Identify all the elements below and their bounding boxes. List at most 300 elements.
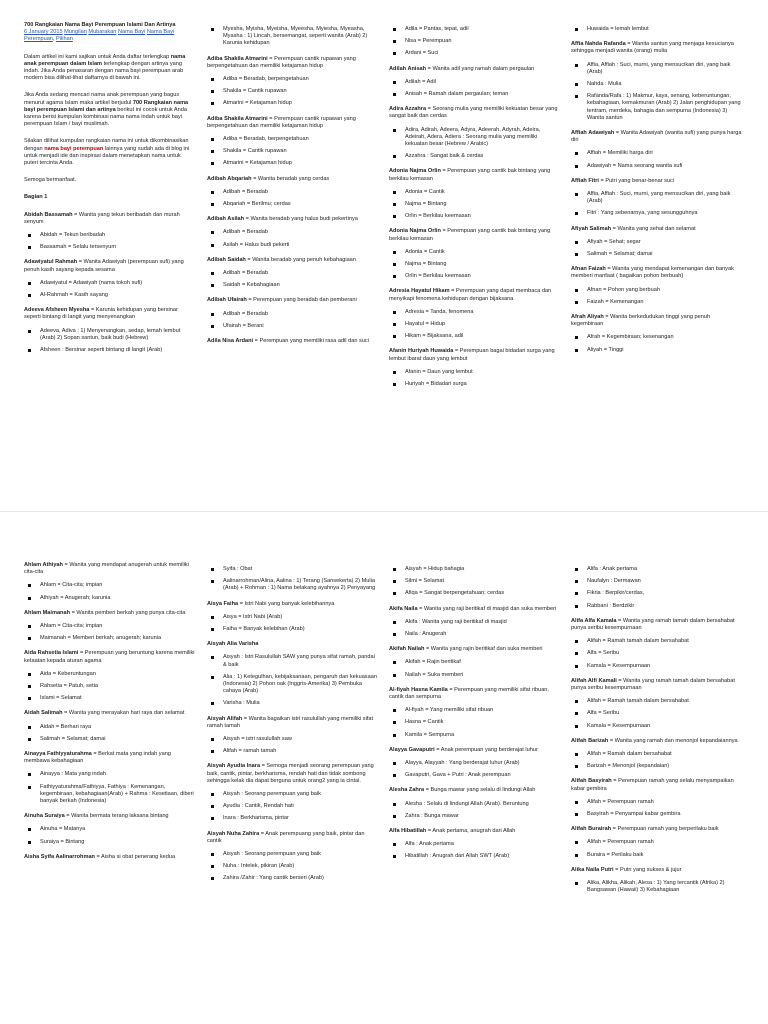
meaning-item: Ahlam = Cita-cita; impian bbox=[24, 582, 196, 589]
meaning-item: Nisa = Perempuan bbox=[389, 38, 561, 45]
meaning-list bbox=[389, 619, 561, 638]
meaning-item: Afnan = Pohon yang berbuah bbox=[571, 287, 743, 294]
tag-link[interactable]: Nama Bayi bbox=[117, 29, 146, 36]
meaning-item: Alesha : Selalu di lindungi Allah (Arab). Beruntung bbox=[389, 801, 561, 808]
meaning-list bbox=[571, 799, 743, 818]
meaning-item: Aalinarrohman/Alina, Aalina : 1) Terang (Sansekerta) 2) Mulia (Arab) + Rohman : 1) Nama belakang ayahnya 2) Penyayang bbox=[207, 578, 379, 592]
meaning-item: Adawiyah = Nama seorang wanita sufi bbox=[571, 163, 743, 170]
text: terlengkap dengan artinya yang indah. Jika Anda penasaran dengan nama bayi perempuan arab modern bisa dilihat-lihat daftarnya di bawah ini. bbox=[24, 60, 184, 82]
name-meaning: = Perempuan yang beradab dan pemberani bbox=[246, 297, 357, 304]
column-3 bbox=[389, 22, 561, 396]
name-entry-heading bbox=[207, 56, 379, 70]
text: lainnya yang sudah ada di blog ini untuk menjadi ide dan inspirasi dalam menetapkan nama untuk puteri tercinta Anda. bbox=[24, 145, 190, 167]
meaning-list bbox=[389, 309, 561, 341]
meaning-item: Affia, Affiah : Suci, murni, yang mensucikan diri, yang baik (Arab) bbox=[571, 191, 743, 205]
meaning-item: Aidah = Berhari raya bbox=[24, 724, 196, 731]
name-meaning: = Perempuan yang memiliki sifat ribuan, cantik dan sempurna bbox=[389, 686, 549, 701]
name-entry-heading bbox=[571, 826, 743, 833]
meaning-item: Afanin = Daun yang lembut bbox=[389, 369, 561, 376]
name-entry-heading bbox=[389, 828, 561, 835]
name-entry-heading bbox=[207, 601, 379, 608]
name-meaning: = Wanita santun yang menjaga kesucianya sehingga menjadi wanita (orang) mulia bbox=[571, 41, 734, 55]
column-4 bbox=[571, 562, 743, 902]
meaning-item: Buraira = Perilaku baik bbox=[571, 852, 743, 859]
meaning-item: Affiah = Memiliki harga diri bbox=[571, 150, 743, 157]
name-meaning: = Wanita bagaikan istri rasulullah yang memiliki sifat ramah tamah bbox=[207, 715, 374, 729]
name-meaning: = Wanita beradab yang halus budi pekertinya bbox=[244, 216, 358, 223]
name-entry-heading bbox=[24, 813, 196, 820]
name-title: Ahlam Athiyah bbox=[24, 562, 63, 568]
name-meaning: = Anak perempuan yang berderajat luhur bbox=[434, 746, 538, 753]
meaning-item: Kamala = Kesempurnaan bbox=[571, 663, 743, 670]
meaning-item: Varisha : Mulia bbox=[207, 700, 379, 707]
name-title: Adonia Najma Orlin bbox=[389, 228, 441, 235]
meaning-list bbox=[207, 311, 379, 330]
date-link[interactable]: 6 January 2015 bbox=[24, 29, 63, 36]
meaning-list bbox=[571, 566, 743, 610]
name-entry-heading bbox=[571, 130, 743, 144]
meaning-item: Syifa : Obat bbox=[207, 566, 379, 573]
name-meaning: = Wanita yang sehat dan selamat bbox=[611, 225, 696, 232]
meaning-list bbox=[389, 369, 561, 388]
name-meaning: = Bunga mawar yang selalu di lindungi Allah bbox=[424, 787, 536, 794]
meaning-item: Najma = Bintang bbox=[389, 261, 561, 268]
name-title: Adiba Shakila Atmarini bbox=[207, 55, 268, 62]
meaning-list bbox=[389, 659, 561, 678]
name-meaning: = Putri yang sukses & jujur bbox=[613, 866, 682, 873]
name-meaning: = Wanita yang ramah tamah dalam bersahabat punya seribu kesempurnaan bbox=[571, 617, 735, 632]
name-meaning: = Wanita beradab yang cerdas bbox=[251, 175, 330, 182]
name-meaning: = Perempuan cantik rupawan yang berpengetahuan dan memiliki ketajaman hidup bbox=[207, 115, 356, 129]
name-title: Adiba Shakila Atmarini bbox=[207, 115, 268, 122]
meaning-item: Al-fiyah = Yang memiliki sifat ribuan bbox=[389, 707, 561, 714]
name-entry-heading bbox=[207, 216, 379, 223]
meaning-item: Abqariah = Berilmu; cerdas bbox=[207, 201, 379, 208]
meaning-item: Adonia = Cantik bbox=[389, 249, 561, 256]
name-meaning: = Istri Nabi yang banyak kelebihannya bbox=[238, 600, 335, 607]
meaning-item: Alika, Alikha, Alikah, Alesa : 1) Yang tercantik (Afrika) 2) Bangsawan (Hawaii) 3) Kebahagiaan bbox=[571, 880, 743, 894]
meaning-item: Ahlam = Cita-cita; impian bbox=[24, 623, 196, 630]
meaning-item: Adawiyatul = Adawiyah (nama tokoh sufi) bbox=[24, 280, 196, 287]
name-entry-heading bbox=[389, 606, 561, 613]
meaning-item: Adeeva, Adiva : 1) Menyenangkan, sedap, lemah lembut (Arab) 2) Sopan santun, baik budi (Hebrew) bbox=[24, 328, 196, 342]
meaning-item: Affia, Affiah : Suci, murni, yang mensucikan diri, yang baik (Arab) bbox=[571, 62, 743, 76]
intro-paragraph-4: Semoga bermanfaat. bbox=[24, 177, 77, 184]
name-entry-heading bbox=[389, 168, 561, 182]
name-meaning: = Wanita adil yang ramah dalam pergaulan bbox=[426, 65, 535, 72]
meaning-item: Fitri : Yang sebenarnya, yang sesungguhnya bbox=[571, 210, 743, 217]
name-entry-heading bbox=[389, 348, 561, 362]
meaning-item: Alifah = Ramah tamah dalam bersahabat bbox=[571, 698, 743, 705]
name-title: Afnan Faizah bbox=[571, 266, 606, 273]
meaning-item: Afiyah = Sehat; segar bbox=[571, 239, 743, 246]
meaning-item: Adresia = Tanda, fenomena bbox=[389, 309, 561, 316]
meaning-item: Faizah = Kemenangan bbox=[571, 299, 743, 306]
meaning-item: Alfa = Seribu bbox=[571, 650, 743, 657]
name-entry-heading bbox=[207, 297, 379, 304]
name-meaning: = Anak pertama, anugrah dari Allah bbox=[426, 828, 516, 835]
name-entry-heading bbox=[389, 747, 561, 754]
name-entry-heading bbox=[207, 176, 379, 183]
name-entry-heading bbox=[24, 307, 196, 321]
name-entry-heading bbox=[389, 687, 561, 701]
meaning-item: Aisyah : Seorang perempuan yang baik bbox=[207, 851, 379, 858]
name-title: Adibah Saidah bbox=[207, 256, 246, 263]
name-meaning: = Karunia kehidupan yang bersinar seperti bintang di langit yang menyenangkan bbox=[24, 307, 178, 321]
column-1 bbox=[24, 22, 196, 362]
name-meaning: = Semoga menjadi seorang perempuan yang baik, cantik, pintar, berkharisma, rendah hati dan tidak sombong sehingga kelak dia dapat berguna untuk orang2 yang ia cintai. bbox=[207, 763, 374, 784]
meaning-item: Orlin = Berkilau keemasan bbox=[389, 213, 561, 220]
meaning-item: Nailah = Suka memberi bbox=[389, 672, 561, 679]
meaning-item: Inara : Berkharisma, pintar bbox=[207, 815, 379, 822]
name-title: Adilah Anisah bbox=[389, 65, 427, 72]
name-title: Alesha Zahra bbox=[389, 787, 425, 794]
meaning-item: Asilah = Halus budi pekerti bbox=[207, 242, 379, 249]
name-title: Aisya Faiha bbox=[207, 600, 239, 607]
name-title: Akifa Naila bbox=[389, 605, 418, 612]
meaning-list bbox=[207, 26, 379, 48]
meaning-item: Adira, Adirah, Adeera, Adyra, Adeerah, Adyrah, Adeira, Adeirah, Adera, Adiera : Seorang mulia yang memiliki kekuatan besar (Hebrew / Arabic) bbox=[389, 127, 561, 149]
name-title: Adibah Asilah bbox=[207, 216, 245, 223]
name-title: Alifah Basyirah bbox=[571, 778, 612, 785]
name-title: Abidah Bassamah bbox=[24, 211, 73, 218]
meaning-list bbox=[207, 654, 379, 707]
meaning-list bbox=[207, 136, 379, 168]
name-meaning: = Wanita yang mendapat kemenangan dan banyak memberi manfaat ( bagaikan pohon berbuah) bbox=[571, 266, 734, 280]
name-title: Al-fiyah Hasna Kamila bbox=[389, 686, 448, 693]
meaning-list bbox=[571, 751, 743, 770]
column-2 bbox=[207, 22, 379, 351]
meaning-list bbox=[571, 880, 743, 894]
name-meaning: = Perempuan yang cantik bak bintang yang berkilau kemasan bbox=[389, 168, 551, 182]
name-title: Afanin Huriyah Huwaida bbox=[389, 348, 454, 355]
meaning-list bbox=[389, 707, 561, 739]
text: Dalam artikel ini kami sajikan untuk Anda daftar terlengkap bbox=[24, 53, 171, 60]
name-meaning: = Wanita yang mendapat anugerah untuk memiliki cita-cita bbox=[24, 562, 189, 576]
meaning-item: Abidah = Tekun beribadah bbox=[24, 232, 196, 239]
name-meaning: = Wanita Adawiyah (wanita sufi) yang punya harga diri bbox=[571, 130, 742, 144]
meaning-item: Alifa : Anak pertama bbox=[571, 566, 743, 573]
meaning-item: Maimanah = Memberi berkah; anugerah; karunia bbox=[24, 635, 196, 642]
name-title: Alifa Alfa Kamala bbox=[571, 617, 617, 624]
name-entry-heading bbox=[571, 618, 743, 632]
text: Jika Anda sedang mencari nama anak perempuan yang bagus menurut agama Islam maka artikel berjudul bbox=[24, 92, 180, 106]
meaning-item: Rabbani : Berdzikir bbox=[571, 603, 743, 610]
name-entry-heading bbox=[207, 831, 379, 845]
meaning-item: Rafanda/Rafa : 1) Makmur, kaya, senang, keberuntungan, kebahagiaan, kemakmuran (Arab) 2) Jalan penghidupan yang tentram, merdeka, bahagia dan sempurna (Indonesia) 3) Wanita santun bbox=[571, 93, 743, 122]
meaning-item: Shakila = Cantik rupawan bbox=[207, 88, 379, 95]
name-meaning: = Aisha si obat penerang kedua bbox=[94, 853, 176, 860]
meaning-item: Afrah = Kegembiraan; kesenangan bbox=[571, 334, 743, 341]
meaning-item: Alifah = Perempuan ramah bbox=[571, 799, 743, 806]
name-entry-heading bbox=[207, 338, 379, 345]
name-entry-heading bbox=[24, 610, 196, 617]
name-meaning: = Perempuan ramah yang berperilaku baik bbox=[611, 826, 719, 833]
highlighted-link-text[interactable]: nama bayi perempuan bbox=[44, 145, 104, 152]
meaning-item: Hibatillah : Anugrah dari Allah SWT (Arab) bbox=[389, 853, 561, 860]
meaning-item: Afsheen : Bersinar seperti bintang di langit (Arab) bbox=[24, 347, 196, 354]
meaning-item: Huwaida = lemah lembut bbox=[571, 26, 743, 33]
name-title: Aisyah Alia Varisha bbox=[207, 641, 259, 648]
meaning-list bbox=[24, 232, 196, 251]
meaning-item: Aisyah = istri rasulullah saw bbox=[207, 736, 379, 743]
meaning-list bbox=[571, 287, 743, 306]
header: 700 Rangkaian Nama Bayi Perempuan Islami Dan Artinya 6 January 2015 Mungilan Mubarakan Nama Bayi Nama Bayi Perempuan, Pilihan bbox=[24, 22, 176, 43]
name-entry-heading bbox=[207, 641, 379, 648]
tag-link[interactable]: Mungilan bbox=[64, 29, 87, 36]
name-entry-heading bbox=[571, 41, 743, 55]
name-title: Alifah Burairah bbox=[571, 826, 612, 833]
name-meaning: = Perempuan yang beruntung karena memiliki ketaatan kepada aturan agama bbox=[24, 650, 195, 664]
meaning-item: Nahda : Mulia bbox=[571, 81, 743, 88]
tag-link[interactable]: Nama Bayi Perempuan bbox=[24, 29, 175, 43]
name-title: Alika Naila Putri bbox=[571, 866, 614, 873]
emphasis-text: nama anak perempuan dalam Islam bbox=[24, 53, 186, 67]
meaning-item: Adonia = Cantik bbox=[389, 189, 561, 196]
meaning-item: Adilah = Adil bbox=[389, 79, 561, 86]
name-meaning: = Wanita yang rajin beritikaf dan suka memberi bbox=[424, 646, 543, 653]
meaning-item: Alifah = Ramah tamah dalam bersahabat bbox=[571, 638, 743, 645]
meaning-item: Orlin = Berkilau keemasan bbox=[389, 273, 561, 280]
meaning-list bbox=[207, 270, 379, 289]
name-entry-heading bbox=[389, 66, 561, 73]
tag-link[interactable]: Mubarakan bbox=[88, 29, 117, 36]
meaning-item: Islami = Selamat bbox=[24, 695, 196, 702]
name-title: Affiah Adawiyah bbox=[571, 130, 615, 137]
meaning-item: Salimah = Selamat; damai bbox=[571, 251, 743, 258]
meaning-item: Huriyah = Bidadari surga bbox=[389, 381, 561, 388]
name-meaning: = Wanita beradab yang penuh kebahagiaan bbox=[245, 256, 356, 263]
name-meaning: = Perempuan yang cantik bak bintang yang berkilau kemasan bbox=[389, 228, 551, 242]
meaning-item: Najma = Bintang bbox=[389, 201, 561, 208]
name-title: Adibah Ufairah bbox=[207, 297, 247, 304]
meaning-item: Hasna = Cantik bbox=[389, 719, 561, 726]
meaning-item: Adibah = Beradab bbox=[207, 270, 379, 277]
meaning-item: Alifah = Perempuan ramah bbox=[571, 839, 743, 846]
name-entry-heading bbox=[571, 678, 743, 692]
name-title: Ahlam Maimanah bbox=[24, 609, 71, 616]
name-meaning: = Putri yang benar-benar suci bbox=[598, 177, 675, 184]
meaning-list bbox=[571, 62, 743, 122]
meaning-item: Shakila = Cantik rupawan bbox=[207, 148, 379, 155]
meaning-item: Suraiya = Bintang bbox=[24, 839, 196, 846]
name-meaning: = Wanita yang ramah dan menonjol kepandaiannya bbox=[608, 737, 738, 744]
meaning-item: Salimah = Selamat; damai bbox=[24, 736, 196, 743]
name-meaning: = Perempuan bagai bidadari surga yang lembut ibarat daun yang lembut bbox=[389, 348, 555, 362]
meaning-list bbox=[24, 623, 196, 642]
name-meaning: = Wanita yang merayakan hari raya dan selamat bbox=[62, 710, 185, 717]
name-entry-heading bbox=[24, 650, 196, 664]
meaning-list bbox=[207, 76, 379, 108]
intro-paragraph-2 bbox=[24, 92, 196, 128]
meaning-list bbox=[571, 26, 743, 33]
meaning-list bbox=[207, 566, 379, 593]
name-entry-heading bbox=[24, 854, 196, 861]
name-entry-heading bbox=[571, 178, 743, 185]
column-2 bbox=[207, 562, 379, 891]
meaning-list bbox=[389, 801, 561, 820]
meaning-list bbox=[24, 582, 196, 601]
meaning-item: Ayudia : Cantik, Rendah hati bbox=[207, 803, 379, 810]
meaning-item: Hikam = Bijaksana, adil bbox=[389, 333, 561, 340]
name-entry-heading bbox=[571, 226, 743, 233]
name-title: Alifah Alfi Kamali bbox=[571, 677, 617, 684]
meaning-item: Aisyah = Hidup bahagia bbox=[389, 566, 561, 573]
meaning-item: Nuha : Intelek, pikiran (Arab) bbox=[207, 863, 379, 870]
name-entry-heading bbox=[24, 562, 196, 576]
meaning-list bbox=[389, 249, 561, 281]
intro-paragraph-3 bbox=[24, 138, 196, 167]
meaning-list bbox=[207, 614, 379, 633]
name-title: Alifah Barizah bbox=[571, 737, 609, 744]
meaning-list bbox=[24, 771, 196, 805]
meaning-item: Akifa : Wanita yang raji beritikaf di masjid bbox=[389, 619, 561, 626]
name-meaning: = Perempuan yang memiliki rasa adil dan suci bbox=[253, 338, 369, 345]
document-page-2 bbox=[0, 518, 768, 1024]
meaning-item: Aisyah : Seorang perempuan yang baik bbox=[207, 791, 379, 798]
name-entry-heading bbox=[207, 716, 379, 730]
name-title: Adeeva Afsheen Myesha bbox=[24, 307, 90, 314]
name-title: Affia Nahda Rafanda bbox=[571, 41, 626, 48]
name-title: Adila Nisa Ardani bbox=[207, 338, 254, 345]
meaning-item: Aliyah = Tinggi bbox=[571, 347, 743, 354]
meaning-list bbox=[207, 189, 379, 208]
name-title: Adira Azzahra bbox=[389, 106, 427, 113]
column-3 bbox=[389, 562, 561, 869]
meaning-list bbox=[207, 851, 379, 883]
meaning-item: Adibah = Beradab bbox=[207, 229, 379, 236]
meaning-list bbox=[389, 189, 561, 221]
meaning-item: Athiyah = Anugerah; karunia bbox=[24, 595, 196, 602]
meaning-list bbox=[389, 760, 561, 779]
entries bbox=[24, 212, 196, 355]
article-title: 700 Rangkaian Nama Bayi Perempuan Islami Dan Artinya bbox=[24, 22, 176, 28]
meaning-item: Anisah = Ramah dalam pergaulan; teman bbox=[389, 91, 561, 98]
name-title: Aisyah Ayudia Inara bbox=[207, 763, 261, 770]
meaning-item: Hayatul = Hidup bbox=[389, 321, 561, 328]
name-entry-heading bbox=[24, 710, 196, 717]
name-meaning: = Perempuan yang dapat membaca dan menyikapi fenomena kehidupan dengan bijaksana bbox=[389, 288, 552, 302]
meaning-list bbox=[24, 724, 196, 743]
meaning-list bbox=[571, 150, 743, 169]
name-title: Aida Rahsetia Islami bbox=[24, 650, 79, 657]
document-page-1 bbox=[0, 0, 768, 506]
name-meaning: = Wanita yang raji beritikaf di masjid dan suka memberi bbox=[417, 605, 557, 612]
meaning-list bbox=[571, 334, 743, 353]
meaning-item: Naufalyn : Dermawan bbox=[571, 578, 743, 585]
meaning-item: Bassamah = Selalu tersenyum bbox=[24, 244, 196, 251]
name-entry-heading bbox=[24, 259, 196, 273]
meaning-item: Adila = Pantas, tepat, adil bbox=[389, 26, 561, 33]
name-title: Ainuha Suraiya bbox=[24, 813, 65, 820]
meaning-item: Atmarini = Ketajaman hidup bbox=[207, 100, 379, 107]
name-title: Aisyah Nuha Zahira bbox=[207, 830, 260, 837]
name-entry-heading bbox=[571, 867, 743, 874]
name-meaning: = Seorang mulia yang memiliki kekuatan besar yang sangat baik dan cerdas bbox=[389, 106, 558, 120]
name-meaning: = Wanita yang ramah tamah dalam bersahabat punya seribu kesempurnaan bbox=[571, 677, 735, 692]
meaning-item: Alifah = ramah tamah bbox=[207, 748, 379, 755]
meaning-item: Alfa = Seribu bbox=[571, 710, 743, 717]
meaning-item: Al-Rahmah = Kasih sayang bbox=[24, 292, 196, 299]
text: Silakan dilihat kumpulan rangkaian nama ini untuk dikombinasikan dengan bbox=[24, 138, 189, 152]
name-title: Aisha Syifa Aalinarrohman bbox=[24, 853, 95, 860]
name-title: Adibah Abqariah bbox=[207, 175, 252, 182]
meaning-item: Afiqa = Sangat berpengetahuan; cerdas bbox=[389, 590, 561, 597]
meaning-item: Saidah = Kebahagiaan bbox=[207, 282, 379, 289]
name-meaning: = Perempuan ramah yang selalu menyampaikan kabar gembira bbox=[571, 778, 734, 792]
meaning-list bbox=[24, 671, 196, 703]
name-meaning: = Perempuan cantik rupawan yang berpengetahuan dan memiliki ketajaman hidup bbox=[207, 55, 356, 69]
text: berikut ini cocok untuk Anda karena berisi kumpulan kombinasi nama nama indah untuk bayi perempuan Islam / bayi muslimah. bbox=[24, 106, 187, 128]
name-title: Adonia Najma Orlin bbox=[389, 168, 441, 175]
meaning-list bbox=[389, 79, 561, 98]
meaning-list bbox=[24, 826, 196, 845]
column-4 bbox=[571, 22, 743, 362]
name-meaning: = Wanita bermata terang laksana bintang bbox=[64, 813, 169, 820]
name-entry-heading bbox=[207, 116, 379, 130]
meaning-item: Akifah = Rajin beritikaf bbox=[389, 659, 561, 666]
meaning-list bbox=[207, 229, 379, 248]
meaning-item: Atmarini = Ketajaman hidup bbox=[207, 160, 379, 167]
meaning-item: Adiba = Beradab, berpengetahuan bbox=[207, 136, 379, 143]
meaning-list bbox=[207, 736, 379, 755]
name-entry-heading bbox=[389, 288, 561, 302]
page-divider bbox=[0, 511, 768, 512]
meaning-item: Alfa : Anak pertama bbox=[389, 841, 561, 848]
name-entry-heading bbox=[207, 763, 379, 785]
meaning-item: Aisyah : Istri Rasulullah SAW yang punya sifat ramah, pandai & baik bbox=[207, 654, 379, 668]
meaning-item: Fikria : Berpikir/cerdas, bbox=[571, 590, 743, 597]
intro-paragraph-1 bbox=[24, 54, 196, 83]
meaning-item: Alifah = Ramah dalam bersahabat bbox=[571, 751, 743, 758]
tag-link[interactable]: Pilihan bbox=[56, 36, 73, 43]
meaning-item: Aida = Keberuntungan bbox=[24, 671, 196, 678]
name-meaning: = Berkat mata yang indah yang membawa kebahagiaan bbox=[24, 751, 171, 765]
name-meaning: = Wanita pemberi berkah yang punya cita-cita bbox=[70, 609, 186, 616]
name-title: Affiah Fitri bbox=[571, 177, 599, 184]
meaning-list bbox=[571, 638, 743, 670]
name-entry-heading bbox=[24, 212, 196, 226]
meaning-item: Barizah = Menonjol (kepandaian) bbox=[571, 763, 743, 770]
name-title: Alayya Gavaputri bbox=[389, 746, 435, 753]
column-1 bbox=[24, 562, 196, 867]
meaning-item: Silmi = Selamat bbox=[389, 578, 561, 585]
name-title: Aidah Salimah bbox=[24, 710, 63, 717]
name-meaning: = Wanita yang tekun beribadah dan murah senyum bbox=[24, 211, 180, 225]
name-meaning: = Anak perempuang yang baik, pintar dan cantik bbox=[207, 830, 365, 844]
meaning-item: Myesha, Myisha, Myeisha, Myeesha, Myiesha, Myeasha, Myasha : 1) Lincah, bersemangat, seperti wanita (Arab) 2) Karunia kehidupan bbox=[207, 26, 379, 48]
meaning-list bbox=[207, 791, 379, 823]
meaning-list bbox=[571, 839, 743, 858]
name-entry-heading bbox=[24, 751, 196, 765]
name-entry-heading bbox=[571, 738, 743, 745]
meaning-list bbox=[571, 239, 743, 258]
name-title: Alfa Hibatillah bbox=[389, 828, 427, 835]
meaning-item: Ainuha = Matanya bbox=[24, 826, 196, 833]
name-entry-heading bbox=[207, 257, 379, 264]
name-meaning: = Wanita Adawiyah (perempuan sufi) yang penuh kasih sayang kepada sesama bbox=[24, 259, 184, 273]
name-title: Aisyah Alifah bbox=[207, 715, 243, 722]
meaning-item: Kamila = Sempurna bbox=[389, 732, 561, 739]
meaning-list bbox=[571, 191, 743, 218]
name-entry-heading bbox=[389, 106, 561, 120]
meaning-item: Ainayya : Mata yang indah bbox=[24, 771, 196, 778]
meaning-item: Alayya, Alayyah : Yang berderajat luhur (Arab) bbox=[389, 760, 561, 767]
name-entry-heading bbox=[571, 266, 743, 280]
meaning-item: Rahsetia = Patuh, setia bbox=[24, 683, 196, 690]
meaning-list bbox=[24, 280, 196, 299]
name-title: Akifah Nailah bbox=[389, 646, 425, 653]
